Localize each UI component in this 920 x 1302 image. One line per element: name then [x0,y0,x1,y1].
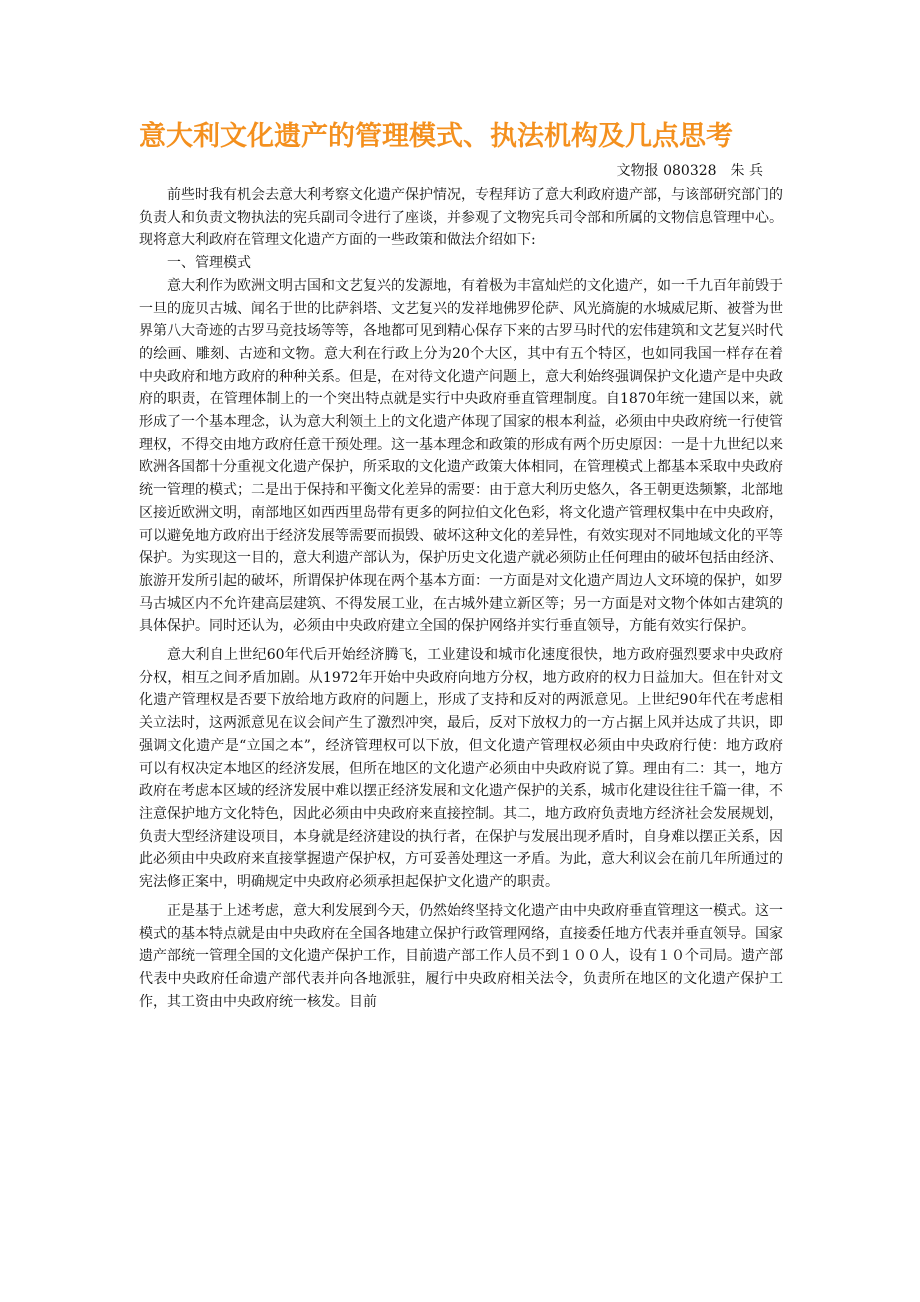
intro-paragraph: 前些时我有机会去意大利考察文化遗产保护情况，专程拜访了意大利政府遗产部，与该部研究部门的负责人和负责文物执法的宪兵副司令进行了座谈，并参观了文物宪兵司令部和所属的文物信息管理中心。现将意大利政府在管理文化遗产方面的一些政策和做法介绍如下: [139,187,783,249]
article-byline: 文物报 080328 朱 兵 [616,163,763,179]
document-page [139,118,783,1019]
section-heading: 一、管理模式 [167,255,251,272]
paragraph-3: 正是基于上述考虑，意大利发展到今天，仍然始终坚持文化遗产由中央政府垂直管理这一模式。这一模式的基本特点就是由中央政府在全国各地建立保护行政管理网络，直接委任地方代表并垂直领导。国家遗产部统一管理全国的文化遗产保护工作，目前遗产部工作人员不到１００人，设有１０个司局。遗产部代表中央政府任命遗产部代表并向各地派驻，履行中央政府相关法令，负责所在地区的文化遗产保护工作，其工资由中央政府统一核发。目前 [139,902,783,1010]
article-title: 意大利文化遗产的管理模式、执法机构及几点思考 [139,121,733,152]
paragraph-1: 意大利作为欧洲文明古国和文艺复兴的发源地，有着极为丰富灿烂的文化遗产，如一千九百年前毁于一旦的庞贝古城、闻名于世的比萨斜塔、文艺复兴的发祥地佛罗伦萨、风光旖旎的水城威尼斯、被誉为世界第八大奇迹的古罗马竞技场等等，各地都可见到精心保存下来的古罗马时代的宏伟建筑和文艺复兴时代的绘画、雕刻、古迹和文物。意大利在行政上分为20个大区，其中有五个特区，也如同我国一样存在着中央政府和地方政府的种种关系。但是，在对待文化遗产问题上，意大利始终强调保护文化遗产是中央政府的职责，在管理体制上的一个突出特点就是实行中央政府垂直管理制度。自1870年统一建国以来，就形成了一个基本理念，认为意大利领土上的文化遗产体现了国家的根本利益，必须由中央政府统一行使管理权，不得交由地方政府任意干预处理。这一基本理念和政策的形成有两个历史原因：一是十九世纪以来欧洲各国都十分重视文化遗产保护，所采取的文化遗产政策大体相同，在管理模式上都基本采取中央政府统一管理的模式；二是出于保持和平衡文化差异的需要：由于意大利历史悠久，各王朝更迭频繁，北部地区接近欧洲文明，南部地区如西西里岛带有更多的阿拉伯文化色彩，将文化遗产管理权集中在中央政府，可以避免地方政府出于经济发展等需要而损毁、破坏这种文化的差异性，有效实现对不同地域文化的平等保护。为实现这一目的，意大利遗产部认为，保护历史文化遗产就必须防止任何理由的破坏包括由经济、旅游开发所引起的破坏，所谓保护体现在两个基本方面：一方面是对文化遗产周边人文环境的保护，如罗马古城区内不允许建高层建筑、不得发展工业，在古城外建立新区等；另一方面是对文物个体如古建筑的具体保护。同时还认为，必须由中央政府建立全国的保护网络并实行垂直领导，方能有效实行保护。 [139,277,783,635]
paragraph-2: 意大利自上世纪60年代后开始经济腾飞，工业建设和城市化速度很快，地方政府强烈要求中央政府分权，相互之间矛盾加剧。从1972年开始中央政府向地方分权，地方政府的权力日益加大。但在针对文化遗产管理权是否要下放给地方政府的问题上，形成了支持和反对的两派意见。上世纪90年代在考虑相关立法时，这两派意见在议会间产生了激烈冲突，最后，反对下放权力的一方占据上风并达成了共识，即强调文化遗产是“立国之本”，经济管理权可以下放，但文化遗产管理权必须由中央政府行使：地方政府可以有权决定本地区的经济发展，但所在地区的文化遗产必须由中央政府说了算。理由有二：其一，地方政府在考虑本区域的经济发展中难以摆正经济发展和文化遗产保护的关系，城市化建设往往千篇一律，不注意保护地方文化特色，因此必须由中央政府来直接控制。其二，地方政府负责地方经济社会发展规划，负责大型经济建设项目，本身就是经济建设的执行者，在保护与发展出现矛盾时，自身难以摆正关系，因此必须由中央政府来直接掌握遗产保护权，方可妥善处理这一矛盾。为此，意大利议会在前几年所通过的宪法修正案中，明确规定中央政府必须承担起保护文化遗产的职责。 [139,647,783,891]
